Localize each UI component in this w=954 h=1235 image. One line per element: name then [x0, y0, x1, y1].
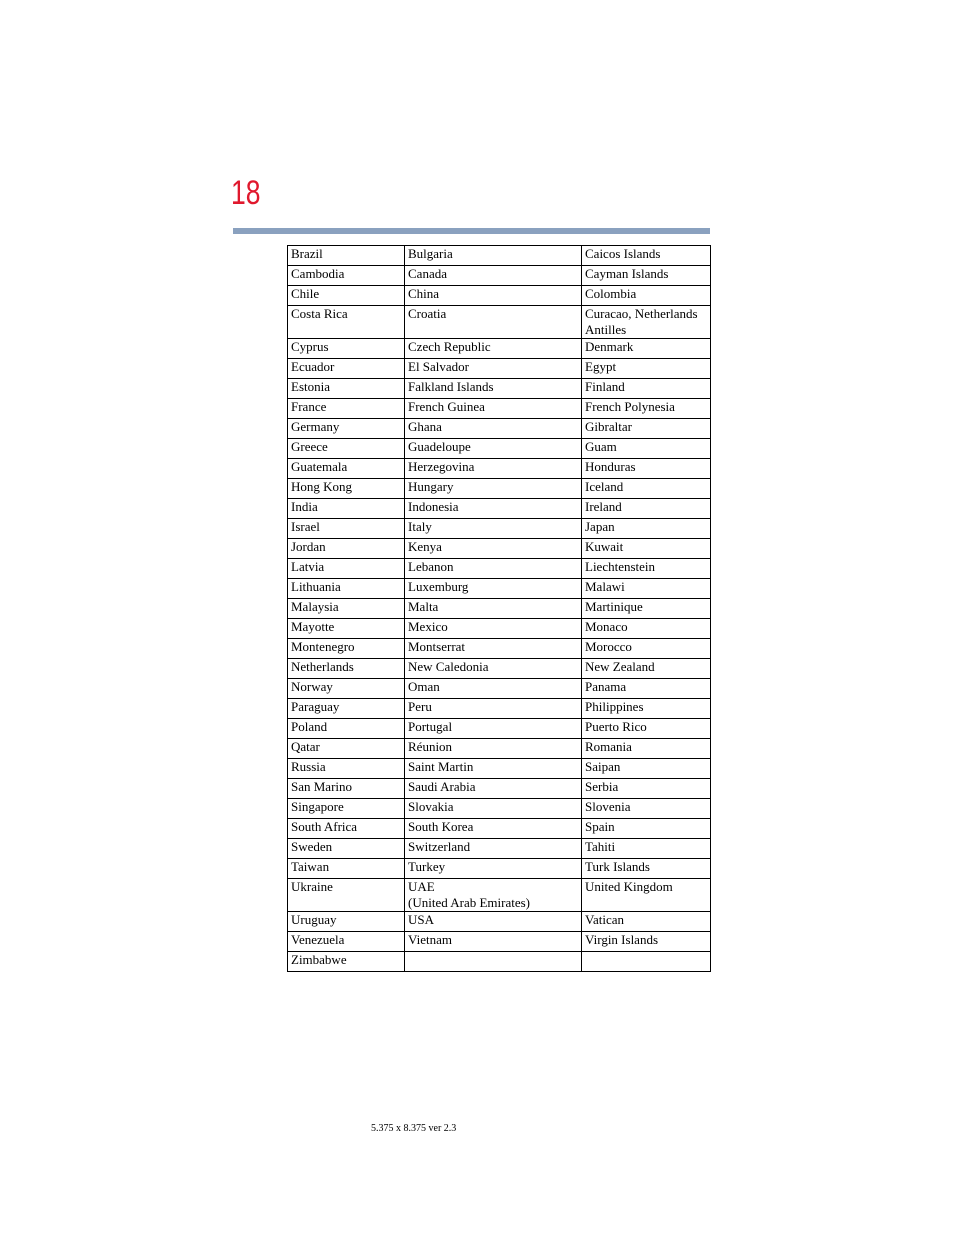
table-row — [288, 739, 711, 759]
table-row — [288, 839, 711, 859]
table-row — [288, 519, 711, 539]
table-cell: Denmark — [582, 339, 711, 359]
table-cell: Falkland Islands — [405, 379, 582, 399]
table-cell: Cayman Islands — [582, 266, 711, 286]
table-row — [288, 419, 711, 439]
table-cell: Ireland — [582, 499, 711, 519]
table-cell: France — [288, 399, 405, 419]
table-cell: Iceland — [582, 479, 711, 499]
table-cell: French Guinea — [405, 399, 582, 419]
table-cell: Mayotte — [288, 619, 405, 639]
table-row — [288, 879, 711, 912]
table-cell: Estonia — [288, 379, 405, 399]
table-cell: Lebanon — [405, 559, 582, 579]
table-cell: Singapore — [288, 799, 405, 819]
table-cell: Malta — [405, 599, 582, 619]
table-row — [288, 699, 711, 719]
table-cell: Brazil — [288, 246, 405, 266]
country-table — [287, 245, 711, 972]
table-cell: Puerto Rico — [582, 719, 711, 739]
table-row — [288, 459, 711, 479]
table-cell: Spain — [582, 819, 711, 839]
table-cell: Slovakia — [405, 799, 582, 819]
table-cell: Saipan — [582, 759, 711, 779]
table-cell: Tahiti — [582, 839, 711, 859]
table-row — [288, 599, 711, 619]
table-cell: Morocco — [582, 639, 711, 659]
table-cell: South Africa — [288, 819, 405, 839]
table-row — [288, 912, 711, 932]
table-cell: Costa Rica — [288, 306, 405, 339]
table-cell: Vietnam — [405, 932, 582, 952]
table-cell: New Caledonia — [405, 659, 582, 679]
table-cell: Hong Kong — [288, 479, 405, 499]
table-row — [288, 819, 711, 839]
table-cell: Kuwait — [582, 539, 711, 559]
table-cell: Saint Martin — [405, 759, 582, 779]
table-row — [288, 359, 711, 379]
header-rule — [233, 228, 710, 234]
table-cell: Netherlands — [288, 659, 405, 679]
table-cell: Russia — [288, 759, 405, 779]
table-cell: Malawi — [582, 579, 711, 599]
table-cell: Finland — [582, 379, 711, 399]
table-cell: Slovenia — [582, 799, 711, 819]
table-cell: UAE (United Arab Emirates) — [405, 879, 582, 912]
table-cell: Qatar — [288, 739, 405, 759]
table-cell: Norway — [288, 679, 405, 699]
table-cell: Sweden — [288, 839, 405, 859]
table-cell: Egypt — [582, 359, 711, 379]
table-cell: Bulgaria — [405, 246, 582, 266]
table-cell: El Salvador — [405, 359, 582, 379]
table-cell: Guadeloupe — [405, 439, 582, 459]
table-row — [288, 799, 711, 819]
table-cell: Croatia — [405, 306, 582, 339]
table-cell: Poland — [288, 719, 405, 739]
table-row — [288, 639, 711, 659]
table-cell: Indonesia — [405, 499, 582, 519]
table-row — [288, 439, 711, 459]
table-row — [288, 952, 711, 972]
page-number: 18 — [231, 174, 261, 212]
table-row — [288, 779, 711, 799]
table-row — [288, 559, 711, 579]
table-cell — [582, 952, 711, 972]
table-cell: Canada — [405, 266, 582, 286]
table-cell: Zimbabwe — [288, 952, 405, 972]
table-row — [288, 339, 711, 359]
table-cell: Israel — [288, 519, 405, 539]
table-cell: Virgin Islands — [582, 932, 711, 952]
table-cell: Switzerland — [405, 839, 582, 859]
table-cell: Venezuela — [288, 932, 405, 952]
table-cell: Romania — [582, 739, 711, 759]
table-cell: India — [288, 499, 405, 519]
table-row — [288, 246, 711, 266]
table-cell: Philippines — [582, 699, 711, 719]
table-cell: Herzegovina — [405, 459, 582, 479]
table-cell: USA — [405, 912, 582, 932]
table-cell: Mexico — [405, 619, 582, 639]
table-row — [288, 266, 711, 286]
table-cell: Luxemburg — [405, 579, 582, 599]
table-cell — [405, 952, 582, 972]
table-cell: Jordan — [288, 539, 405, 559]
table-cell: Saudi Arabia — [405, 779, 582, 799]
table-cell: Germany — [288, 419, 405, 439]
table-row — [288, 306, 711, 339]
table-cell: China — [405, 286, 582, 306]
table-cell: Honduras — [582, 459, 711, 479]
table-cell: Montenegro — [288, 639, 405, 659]
table-cell: Martinique — [582, 599, 711, 619]
table-cell: Turk Islands — [582, 859, 711, 879]
table-row — [288, 399, 711, 419]
table-cell: Portugal — [405, 719, 582, 739]
table-cell: South Korea — [405, 819, 582, 839]
table-row — [288, 932, 711, 952]
table-cell: Gibraltar — [582, 419, 711, 439]
table-cell: Réunion — [405, 739, 582, 759]
table-cell: Serbia — [582, 779, 711, 799]
table-row — [288, 659, 711, 679]
table-row — [288, 579, 711, 599]
table-row — [288, 379, 711, 399]
footer-version: 5.375 x 8.375 ver 2.3 — [371, 1123, 457, 1134]
table-cell: Vatican — [582, 912, 711, 932]
table-row — [288, 679, 711, 699]
table-cell: Czech Republic — [405, 339, 582, 359]
table-row — [288, 619, 711, 639]
table-cell: Paraguay — [288, 699, 405, 719]
table-cell: Chile — [288, 286, 405, 306]
table-cell: Oman — [405, 679, 582, 699]
country-table-body — [288, 246, 711, 972]
table-cell: Ecuador — [288, 359, 405, 379]
table-cell: Ghana — [405, 419, 582, 439]
table-cell: Malaysia — [288, 599, 405, 619]
table-row — [288, 479, 711, 499]
table-row — [288, 859, 711, 879]
table-cell: Peru — [405, 699, 582, 719]
table-cell: Caicos Islands — [582, 246, 711, 266]
table-cell: New Zealand — [582, 659, 711, 679]
table-cell: Guatemala — [288, 459, 405, 479]
table-row — [288, 499, 711, 519]
table-cell: San Marino — [288, 779, 405, 799]
table-row — [288, 719, 711, 739]
table-cell: Taiwan — [288, 859, 405, 879]
table-cell: Turkey — [405, 859, 582, 879]
table-row — [288, 759, 711, 779]
table-row — [288, 286, 711, 306]
table-cell: Liechtenstein — [582, 559, 711, 579]
table-cell: Lithuania — [288, 579, 405, 599]
table-cell: Italy — [405, 519, 582, 539]
table-cell: Montserrat — [405, 639, 582, 659]
table-cell: Latvia — [288, 559, 405, 579]
table-cell: Japan — [582, 519, 711, 539]
table-cell: French Polynesia — [582, 399, 711, 419]
table-cell: Kenya — [405, 539, 582, 559]
table-cell: Guam — [582, 439, 711, 459]
table-cell: United Kingdom — [582, 879, 711, 912]
table-cell: Hungary — [405, 479, 582, 499]
table-cell: Greece — [288, 439, 405, 459]
table-cell: Cyprus — [288, 339, 405, 359]
table-cell: Panama — [582, 679, 711, 699]
table-cell: Uruguay — [288, 912, 405, 932]
table-cell: Colombia — [582, 286, 711, 306]
table-cell: Ukraine — [288, 879, 405, 912]
table-row — [288, 539, 711, 559]
table-cell: Monaco — [582, 619, 711, 639]
table-cell: Cambodia — [288, 266, 405, 286]
table-cell: Curacao, Netherlands Antilles — [582, 306, 711, 339]
